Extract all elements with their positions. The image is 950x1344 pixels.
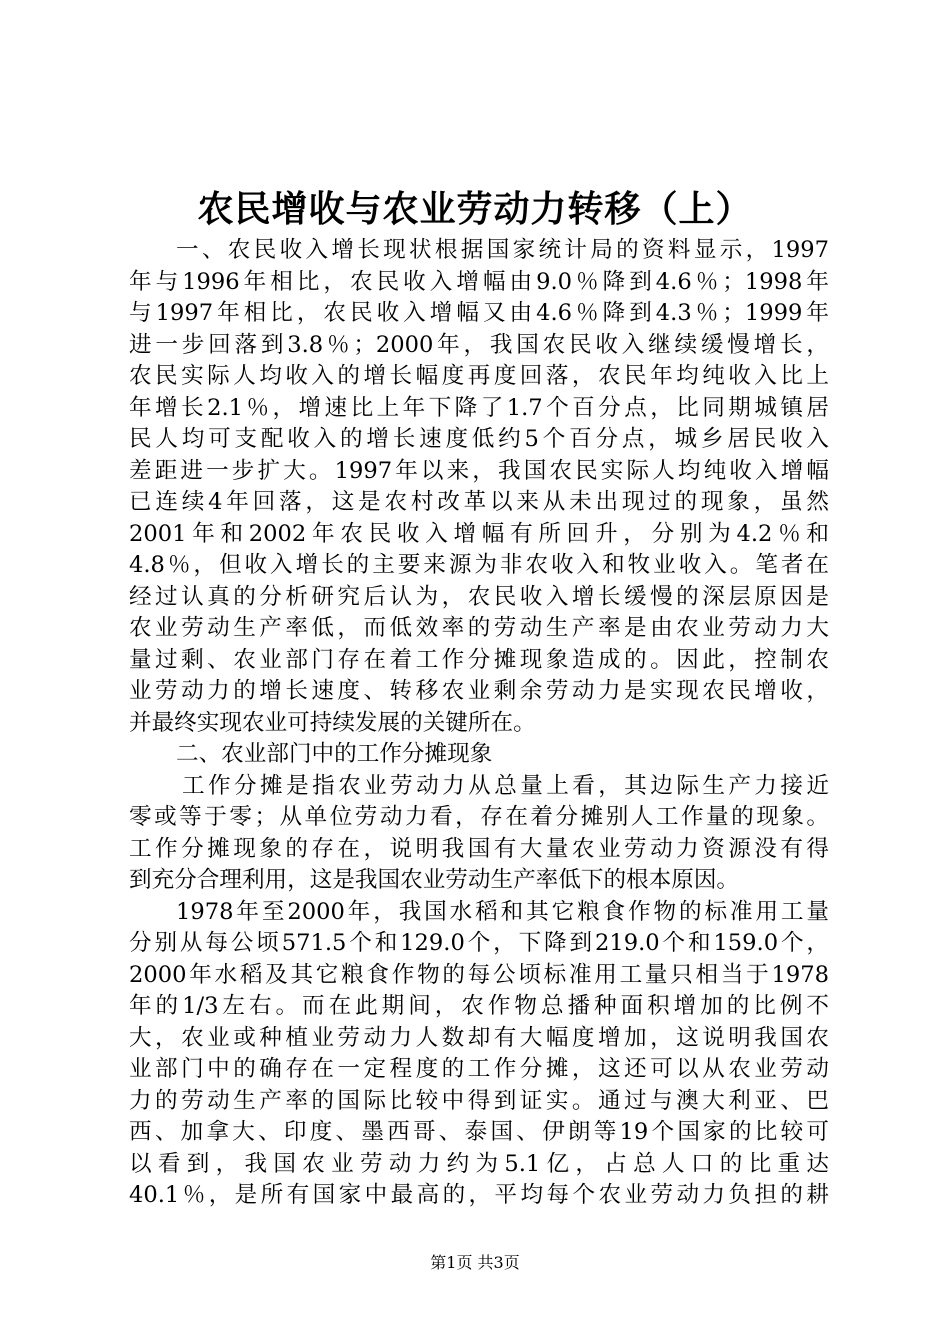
paragraph-line: 40.1％，是所有国家中最高的，平均每个农业劳动力负担的耕 <box>129 1182 829 1208</box>
paragraph-line: 大，农业或种植业劳动力人数却有大幅度增加，这说明我国农 <box>129 1024 829 1051</box>
paragraph-line: 与1997年相比，农民收入增幅又由4.6％降到4.3％；1999年 <box>129 300 829 326</box>
paragraph-line: 并最终实现农业可持续发展的关键所在。 <box>129 709 536 736</box>
paragraph-line: 分别从每公顷571.5个和129.0个，下降到219.0个和159.0个， <box>129 930 829 956</box>
paragraph-line: 已连续4年回落，这是农村改革以来从未出现过的现象，虽然 <box>129 489 829 515</box>
paragraph-line: 以看到，我国农业劳动力约为5.1亿，占总人口的比重达 <box>129 1150 829 1177</box>
document-body <box>129 235 829 1212</box>
paragraph-line: 民人均可支配收入的增长速度低约5个百分点，城乡居民收入 <box>129 426 829 452</box>
paragraph-line: 进一步回落到3.8％；2000年，我国农民收入继续缓慢增长， <box>129 331 829 358</box>
paragraph-line: 工作分摊是指农业劳动力从总量上看，其边际生产力接近 <box>182 772 829 799</box>
paragraph-line: 2001年和2002年农民收入增幅有所回升，分别为4.2％和 <box>129 520 829 547</box>
paragraph-line: 差距进一步扩大。1997年以来，我国农民实际人均纯收入增幅 <box>129 457 829 484</box>
paragraph-line: 年增长2.1％，增速比上年下降了1.7个百分点，比同期城镇居 <box>129 394 829 421</box>
paragraph-line: 4.8％，但收入增长的主要来源为非农收入和牧业收入。笔者在 <box>129 552 829 578</box>
section-heading: 二、农业部门中的工作分摊现象 <box>176 741 493 767</box>
paragraph-line: 一、农民收入增长现状根据国家统计局的资料显示，1997 <box>176 237 829 263</box>
paragraph-line: 经过认真的分析研究后认为，农民收入增长缓慢的深层原因是 <box>129 583 829 610</box>
page-footer: 第1页 共3页 <box>430 1253 520 1272</box>
paragraph-line: 力的劳动生产率的国际比较中得到证实。通过与澳大利亚、巴 <box>129 1087 829 1114</box>
paragraph-line: 农业劳动生产率低，而低效率的劳动生产率是由农业劳动力大 <box>129 615 829 641</box>
paragraph-line: 农民实际人均收入的增长幅度再度回落，农民年均纯收入比上 <box>129 363 829 389</box>
paragraph-line: 业劳动力的增长速度、转移农业剩余劳动力是实现农民增收， <box>129 678 829 704</box>
paragraph-line: 西、加拿大、印度、墨西哥、泰国、伊朗等19个国家的比较可 <box>129 1119 829 1145</box>
paragraph-line: 零或等于零；从单位劳动力看，存在着分摊别人工作量的现象。 <box>129 804 829 830</box>
paragraph-line: 2000年水稻及其它粮食作物的每公顷标准用工量只相当于1978 <box>129 961 829 988</box>
paragraph-line: 年与1996年相比，农民收入增幅由9.0％降到4.6％；1998年 <box>129 268 829 295</box>
paragraph-line: 1978年至2000年，我国水稻和其它粮食作物的标准用工量 <box>176 898 829 925</box>
paragraph-line: 年的1/3左右。而在此期间，农作物总播种面积增加的比例不 <box>129 993 829 1019</box>
paragraph-line: 量过剩、农业部门存在着工作分摊现象造成的。因此，控制农 <box>129 646 829 673</box>
document-title: 农民增收与农业劳动力转移（上） <box>197 188 753 230</box>
paragraph-line: 工作分摊现象的存在，说明我国有大量农业劳动力资源没有得 <box>129 835 829 862</box>
paragraph-line: 业部门中的确存在一定程度的工作分摊，这还可以从农业劳动 <box>129 1056 829 1082</box>
paragraph-line: 到充分合理利用，这是我国农业劳动生产率低下的根本原因。 <box>129 867 740 893</box>
